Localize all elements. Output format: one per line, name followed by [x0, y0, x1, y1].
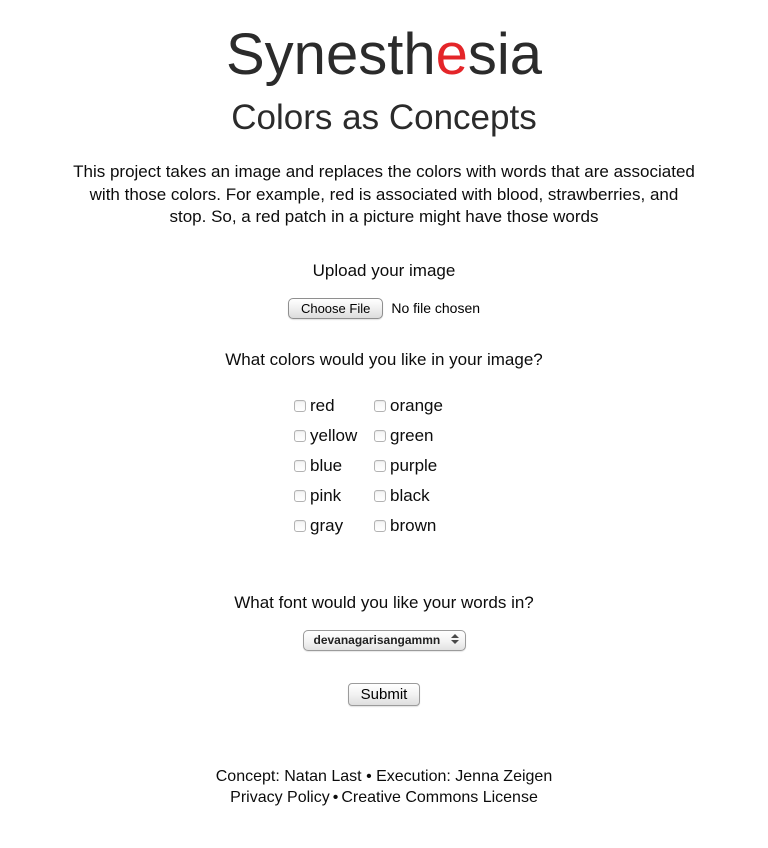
checkbox-black[interactable] [374, 490, 386, 502]
checkbox-pink[interactable] [294, 490, 306, 502]
checkbox-orange-label: orange [390, 395, 443, 415]
color-option-pink[interactable] [294, 481, 374, 511]
color-option-purple[interactable] [374, 451, 474, 481]
checkbox-blue-label: blue [310, 455, 343, 475]
footer-separator: • [332, 788, 339, 806]
checkbox-red[interactable] [294, 400, 306, 412]
checkbox-green[interactable] [374, 430, 386, 442]
color-option-red[interactable] [294, 391, 374, 421]
checkbox-purple[interactable] [374, 460, 386, 472]
checkbox-black-label: black [390, 485, 430, 505]
footer-credits: Concept: Natan Last • Execution: Jenna Zeigen [215, 767, 553, 785]
submit-button[interactable]: Submit [348, 683, 421, 706]
checkbox-gray-label: gray [310, 515, 344, 535]
intro-text: This project takes an image and replaces the colors with words that are associated with those colors. For example, red is associated with blood, strawberries, and stop. So, a red patch in a picture might have those words [73, 162, 695, 227]
title-post: sia [467, 22, 542, 87]
font-select-wrap [303, 630, 466, 651]
checkbox-brown-label: brown [390, 515, 437, 535]
color-option-blue[interactable] [294, 451, 374, 481]
checkbox-pink-label: pink [310, 485, 342, 505]
checkbox-yellow[interactable] [294, 430, 306, 442]
color-option-gray[interactable] [294, 511, 374, 541]
checkbox-green-label: green [390, 425, 434, 445]
font-heading: What font would you like your words in? [234, 592, 534, 612]
color-option-orange[interactable] [374, 391, 474, 421]
color-option-yellow[interactable] [294, 421, 374, 451]
colors-heading: What colors would you like in your image? [225, 349, 543, 369]
checkbox-blue[interactable] [294, 460, 306, 472]
footer [0, 767, 768, 848]
title-accent-letter: e [435, 22, 468, 87]
footer-links [0, 788, 768, 809]
file-upload-control [0, 298, 768, 319]
font-select[interactable] [303, 630, 466, 651]
checkbox-gray[interactable] [294, 520, 306, 532]
checkbox-orange[interactable] [374, 400, 386, 412]
page-title [0, 22, 768, 87]
upload-heading: Upload your image [312, 260, 456, 280]
choose-file-button[interactable]: Choose File [288, 298, 383, 319]
submit-row [0, 683, 768, 706]
color-option-brown[interactable] [374, 511, 474, 541]
color-checkbox-grid [294, 391, 474, 541]
checkbox-yellow-label: yellow [310, 425, 358, 445]
checkbox-red-label: red [310, 395, 335, 415]
checkbox-purple-label: purple [390, 455, 438, 475]
page-subtitle: Colors as Concepts [231, 98, 537, 137]
title-pre: Synesth [226, 22, 436, 87]
color-option-green[interactable] [374, 421, 474, 451]
color-option-black[interactable] [374, 481, 474, 511]
privacy-policy-link[interactable]: Privacy Policy [230, 788, 330, 806]
no-file-chosen-text: No file chosen [391, 300, 481, 317]
creative-commons-link[interactable]: Creative Commons License [341, 788, 538, 806]
checkbox-brown[interactable] [374, 520, 386, 532]
